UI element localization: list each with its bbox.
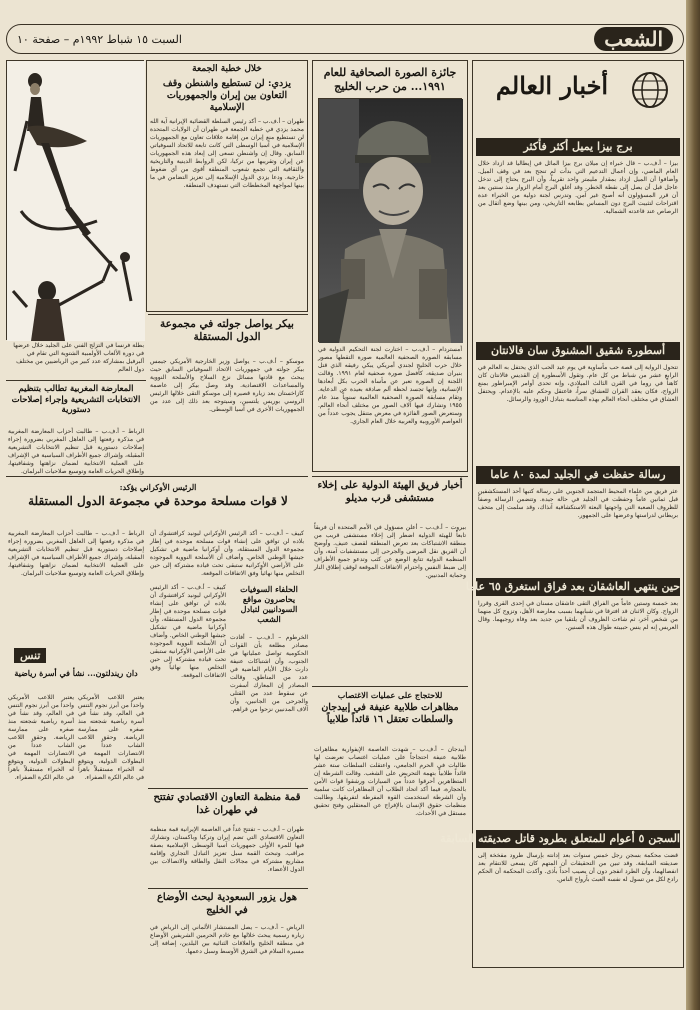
baker-tour-text: موسكو – أ.ف.ب – يواصل وزير الخارجية الأمريكي جيمس بيكر جولته في جمهوريات الاتحاد السوفياتي السابق حيث يبحث مع قادتها مسائل نزع السلاح والأسلحة النووية والمساعدات الاقتصادية. وقد وصل بيكر إلى عاصمة كازاخستان بعد زيارة قصيرة إلى موسكو التقى خلالها الرئيس الروسي بوريس يلتسين، وسيتوجه بعد ذلك إلى عدد من الجمهوريات الأخرى في آسيا الوسطى.: [150, 358, 304, 413]
divider: [6, 476, 308, 477]
world-item-1-headline: برج بيزا يميل أكثر فأكثر: [476, 138, 680, 156]
ukraine-headline: لا قوات مسلحة موحدة في مجموعة الدول المستقلة: [28, 494, 288, 508]
student-protests-kicker: للاحتجاج على عمليات الاغتصاب: [337, 690, 443, 700]
moroccan-opposition-headline: المعارضة المغربية تطالب بتنظيم الانتخابات التشريعية وإجراء إصلاحات دستورية: [11, 384, 141, 416]
world-item-4-text: بعد خمسة وستين عاماً من الفراق التقى عاشقان مسنان في إحدى القرى وقررا الزواج. وكان الاثنان قد افترقا في شبابهما بسبب معارضة الأهل، وتزوج كل منهما من شخص آخر، ثم شاءت الظروف أن يلتقيا من جديد بعد وفاة زوجيهما. وقال العريس إنه لم ينس حبيبته طوال هذه السنين.: [478, 600, 678, 631]
moroccan-opposition-text: الرباط – أ.ف.ب – طالبت أحزاب المعارضة المغربية في مذكرة رفعتها إلى العاهل المغربي بضرورة إجراء إصلاحات دستورية قبل تنظيم الانتخابات التشريعية المقبلة، وإشراك جميع الأطراف السياسية في الإشراف على العملية الانتخابية لضمان نزاهتها وشفافيتها، وإطلاق الحريات العامة وتوسيع صلاحيات البرلمان.: [8, 428, 144, 475]
world-item-5-text: قضت محكمة بسجن رجل خمس سنوات بعد إدانته بإرسال طرود مفخخة إلى صديقته السابقة. وقد تبين من التحقيقات أن المتهم كان يسعى للانتقام بعد انفصالهما، وأن الطرد انفجر دون أن يصيب أحداً بأذى. وأكدت المحكمة أن الحكم رادع لكل من تسول له نفسه العبث بأرواح الناس.: [478, 852, 678, 883]
world-item-4-headline: حين ينتهي العاشقان بعد فراق استغرق ٦٥ عاما: [476, 578, 680, 596]
student-protests-text: أبيدجان – أ.ف.ب – شهدت العاصمة الإيفوارية مظاهرات طلابية عنيفة احتجاجاً على عمليات اغتصاب تعرضت لها طالبات في الحرم الجامعي، واعتقلت السلطات ستة عشر قائداً طلابياً بتهمة التحريض على الشغب. وقالت الشرطة إن المتظاهرين أحرقوا عدداً من السيارات ورشقوا قوات الأمن بالحجارة، فيما أكد اتحاد الطلاب أن المظاهرات كانت سلمية وأن الشرطة استخدمت القوة المفرطة لتفريقها. وطالبت منظمات حقوق الإنسان بالإفراج عن المعتقلين وفتح تحقيق مستقل في الأحداث.: [314, 746, 466, 817]
world-news-section-title: أخبار العالم: [495, 71, 609, 100]
masthead: [6, 24, 684, 54]
ukraine-kicker: الرئيس الأوكراني يؤكد:: [119, 482, 197, 492]
world-item-3-headline: رسالة حفظت في الجليد لمدة ٨٠ عاما: [476, 466, 680, 484]
saudi-visit-text: الرياض – أ.ف.ب – يصل المستشار الألماني إلى الرياض في زيارة رسمية يبحث خلالها مع خادم الحرمين الشريفين الأوضاع في منطقة الخليج والعلاقات الثنائية بين البلدين، إضافة إلى مسيرة السلام في الشرق الأوسط وسبل دعمها.: [150, 924, 304, 955]
ukraine-text: كييف – أ.ف.ب – أكد الرئيس الأوكراني ليونيد كرافتشوك أن بلاده لن توافق على إنشاء قوات مسلحة موحدة في إطار مجموعة الدول المستقلة، وأن أوكرانيا ماضية في تشكيل جيشها الوطني الخاص. وأضاف أن الأسلحة النووية الموجودة على الأراضي الأوكرانية ستبقى تحت قيادة مشتركة إلى حين التخلص منها نهائياً وفق الاتفاقات الموقعة.: [150, 530, 304, 577]
sudan-headline: الحلفاء السوفيات يحاصرون مواقع السودانيين لتبادل الشعب: [240, 584, 298, 624]
baker-tour-headline: بيكر يواصل جولته في مجموعة الدول المستقلة: [160, 318, 294, 344]
tennis-text-continued: يعتبر اللاعب الأمريكي واحداً من أبرز نجوم التنس في العالم، وقد نشأ في أسرة رياضية شجعته منذ صغره على ممارسة الرياضة. وحقق اللاعب الشاب عدداً من الانتصارات المهمة في البطولات الدولية، ويتوقع له الخبراء مستقبلاً باهراً في عالم الكرة الصفراء.: [78, 694, 144, 781]
divider: [312, 476, 468, 477]
world-item-1-text: بيزا – أ.ف.ب – قال خبراء إن ميلان برج بيزا المائل في إيطاليا قد ازداد خلال العام الماضي، وإن أعمال التدعيم التي بدأت لم تنجح بعد في وقف الميل. وأضافوا أن الميل ازداد بمقدار مليمتر واحد تقريباً، وأن البرج يحتاج إلى تدخل عاجل قبل أن يصل إلى نقطة الخطر. وقد أغلق البرج أمام الزوار منذ سنتين بعد أن قرر المسؤولون أنه أصبح غير آمن. وتدرس لجنة دولية من الخبراء عدة اقتراحات لتثبيت البرج دون المساس بطابعه التاريخي، ومن بينها وضع أثقال من الرصاص عند قاعدته الشمالية.: [478, 160, 678, 215]
soldier-photo: [318, 98, 462, 342]
skaters-caption: بطلة فرنسا في التزلج الفني على الجليد خلال عرضها في دورة الألعاب الأولمبية الشتوية التي تقام في ألبرفيل بمشاركة عدد كبير من الرياضيين من مختلف دول العالم: [13, 342, 144, 373]
divider: [312, 686, 468, 687]
masthead-date: السبت ١٥ شباط ١٩٩٢م – صفحة ١٠: [17, 32, 182, 46]
economic-summit-text: طهران – أ.ف.ب – تفتتح غداً في العاصمة الإيرانية قمة منظمة التعاون الاقتصادي التي تضم إيران وتركيا وباكستان، وتشارك فيها للمرة الأولى جمهوريات آسيا الوسطى الإسلامية بصفة مراقب. وتبحث القمة سبل تعزيز التبادل التجاري وإقامة مشاريع مشتركة في مجالات النقل والطاقة والاتصالات بين الدول الأعضاء.: [150, 826, 304, 873]
world-item-2-headline: أسطورة شقيق المشنوق سان فالانتان: [476, 342, 680, 360]
student-protests-headline: مظاهرات طلابية عنيفة في إبيدجان والسلطات تعتقل ١٦ قائداً طلابياً: [321, 702, 459, 725]
photo-award-headline: جائزة الصورة الصحافية للعام ١٩٩١... من حرب الخليج: [323, 66, 457, 93]
sudan-text: الخرطوم – أ.ف.ب – أفادت مصادر مطلعة بأن القوات الحكومية تواصل عملياتها في الجنوب، وأن اشتباكات عنيفة دارت خلال الأيام الماضية في عدد من المناطق. وقالت المصادر إن المعارك أسفرت عن سقوط عدد من القتلى والجرحى من الجانبين، وأن آلاف المدنيين نزحوا من قراهم.: [230, 634, 308, 713]
world-item-5-headline: السجن ٥ أعوام للمتعلق بطرود قاتل صديقته السابقة: [476, 830, 680, 848]
tennis-text: يعتبر اللاعب الأمريكي واحداً من أبرز نجوم التنس في العالم، وقد نشأ في أسرة رياضية شجعته منذ صغره على ممارسة الرياضة. وحقق اللاعب الشاب عدداً من الانتصارات المهمة في البطولات الدولية، ويتوقع له الخبراء مستقبلاً باهراً في عالم الكرة الصفراء.: [8, 694, 74, 781]
divider: [148, 314, 308, 315]
saudi-visit-headline: هول يزور السعودية لبحث الأوضاع في الخليج: [156, 892, 298, 916]
world-item-3-text: عثر فريق من علماء المحيط المتجمد الجنوبي على رسالة كتبها أحد المستكشفين قبل ثمانين عاماً وحفظت في الجليد في حالة جيدة. وتتضمن الرسالة وصفاً للظروف الصعبة التي واجهتها البعثة الاستكشافية آنذاك، وقد سلمت إلى متحف بريطاني لدراستها وعرضها على الجمهور.: [478, 488, 678, 519]
ukraine-text-continued: كييف – أ.ف.ب – أكد الرئيس الأوكراني ليونيد كرافتشوك أن بلاده لن توافق على إنشاء قوات مسلحة موحدة في إطار مجموعة الدول المستقلة، وأن أوكرانيا ماضية في تشكيل جيشها الوطني الخاص. وأضاف أن الأسلحة النووية الموجودة على الأراضي الأوكرانية ستبقى تحت قيادة مشتركة إلى حين التخلص منها نهائياً وفق الاتفاقات الموقعة.: [150, 584, 226, 679]
moroccan-opposition-continued: الرباط – أ.ف.ب – طالبت أحزاب المعارضة المغربية في مذكرة رفعتها إلى العاهل المغربي بضرورة إجراء إصلاحات دستورية قبل تنظيم الانتخابات التشريعية المقبلة، وإشراك جميع الأطراف السياسية في الإشراف على العملية الانتخابية لضمان نزاهتها وشفافيتها، وإطلاق الحريات العامة وتوسيع صلاحيات البرلمان.: [8, 530, 144, 577]
tennis-tag: تنس: [14, 648, 46, 663]
friday-sermon-text: طهران – أ.ف.ب – أكد رئيس السلطة القضائية الإيرانية آية الله محمد يزدي في خطبة الجمعة في طهران أن الولايات المتحدة لن تستطيع منع إيران من إقامة علاقات تعاون مع الجمهوريات الإسلامية في آسيا الوسطى التي كانت تابعة للاتحاد السوفياتي السابق. وقال إن واشنطن تسعى إلى إبعاد هذه الجمهوريات عن إيران وتقريبها من تركيا، لكن الروابط الدينية والتاريخية والثقافية التي تجمع شعوب المنطقة أقوى من أي ضغوط خارجية. ودعا يزدي الدول الإسلامية إلى تعزيز التضامن في ما بينها لمواجهة المخططات التي تستهدف المنطقة.: [150, 118, 304, 189]
world-item-2-text: تتحول الرواية إلى قصة حب مأساوية في يوم عيد الحب الذي يحتفل به العالم في الرابع عشر من شباط من كل عام. وتقول الأسطورة إن القديس فالانتان كان كاهناً في روما في القرن الثالث الميلادي، وإنه تحدى أوامر الإمبراطور بمنع الزواج، فكان يعقد القران للعشاق سراً، فاعتقل وحكم عليه بالإعدام. ويحتفل العشاق في مختلف أنحاء العالم بهذه المناسبة بتبادل الورود والرسائل.: [478, 364, 678, 403]
globe-icon: [630, 70, 670, 110]
photo-award-text: أمستردام – أ.ف.ب – اختارت لجنة التحكيم الدولية في مسابقة الصورة الصحفية العالمية صورة التقطها مصور خلال حرب الخليج لجندي أمريكي يبكي رفيقه الذي قتل بنيران صديقة، كأفضل صورة صحفية لعام ١٩٩١. وقالت اللجنة إن الصورة تعبر عن مأساة الحرب بكل أبعادها الإنسانية، وإنها تجسد لحظة ألم صادقة بعيدة عن الدعاية. وتقام مسابقة الصورة الصحفية العالمية سنوياً منذ عام ١٩٥٥ وتشارك فيها آلاف الصور من مختلف أنحاء العالم. وستعرض الصور الفائزة في معرض متنقل يجوب عدداً من العواصم الأوروبية والعربية خلال العام الجاري.: [318, 346, 462, 425]
divider: [6, 380, 146, 381]
skaters-photo: [6, 60, 144, 340]
newspaper-logo: الشعب: [594, 27, 673, 51]
tennis-headline: دان ريندلتون... نشأ في أسرة رياضية: [14, 668, 138, 678]
divider: [148, 788, 308, 789]
economic-summit-headline: قمة منظمة التعاون الاقتصادي تفتتح في طهران غدا: [153, 792, 301, 816]
friday-sermon-kicker: خلال خطبة الجمعة: [192, 64, 262, 74]
friday-sermon-headline: يزدي: لن تستطيع واشنطن وقف التعاون بين إيران والجمهوريات الإسلامية: [162, 78, 292, 113]
page-binding: [686, 0, 700, 1010]
un-team-headline: أخبار فريق الهيئة الدولية على إخلاء مستشفى قرب مديلو: [317, 480, 463, 504]
divider: [148, 888, 308, 889]
un-team-text: بيروت – أ.ف.ب – أعلن مسؤول في الأمم المتحدة أن فريقاً تابعاً للهيئة الدولية اضطر إلى إخلاء مستشفى قريب من منطقة الاشتباكات بعد تعرض المنطقة لقصف عنيف. وأوضح أن الفريق نقل المرضى والجرحى إلى مستشفيات آمنة، وأن المنظمة الدولية تتابع الوضع عن كثب وتدعو جميع الأطراف إلى ضبط النفس واحترام الاتفاقات الموقعة لوقف إطلاق النار وحماية المدنيين.: [314, 524, 466, 579]
